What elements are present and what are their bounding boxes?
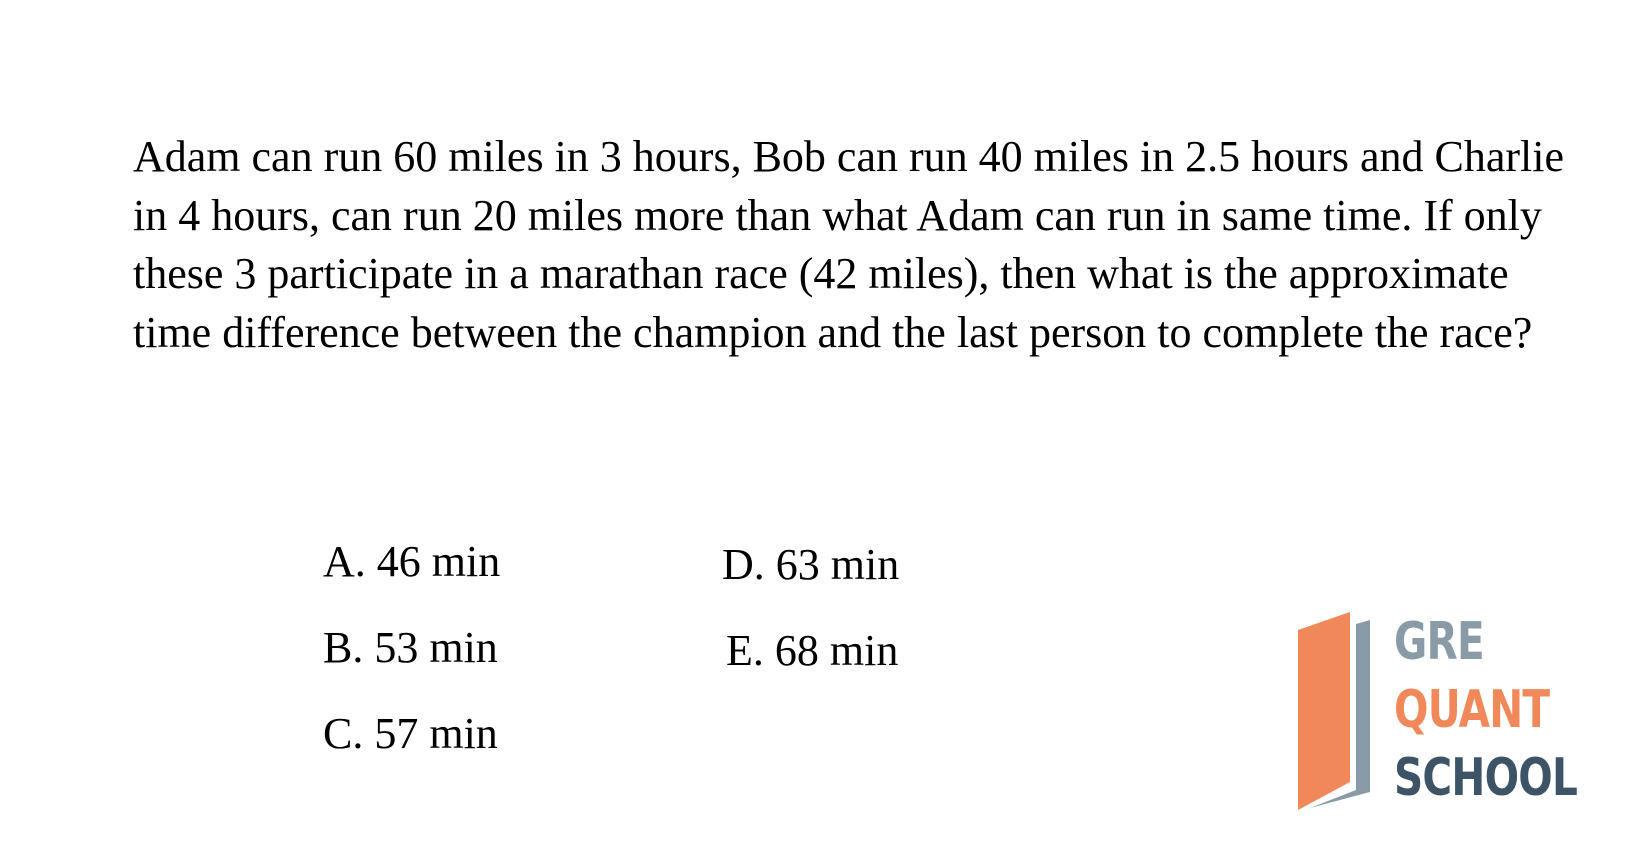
option-a: A. 46 min bbox=[323, 537, 501, 586]
option-c: C. 57 min bbox=[323, 709, 498, 758]
gre-quant-school-logo bbox=[1290, 612, 1590, 817]
logo-quant-text: QUANT bbox=[1394, 680, 1550, 740]
option-e: E. 68 min bbox=[726, 626, 899, 675]
open-book-icon bbox=[1290, 612, 1390, 817]
book-page-orange bbox=[1298, 612, 1350, 810]
option-b: B. 53 min bbox=[323, 623, 498, 672]
logo-school-text: SCHOOL bbox=[1394, 748, 1578, 808]
question-text: Adam can run 60 miles in 3 hours, Bob can run 40 miles in 2.5 hours and Charlie in 4 hours, can run 20 miles more than what Adam can run in same time. If only these 3 participate in a marathan race (42 miles), then what is the approximate time difference between the champion and the last person to complete the race? bbox=[133, 132, 1564, 357]
logo-gre-text: GRE bbox=[1394, 612, 1484, 672]
option-d: D. 63 min bbox=[722, 540, 900, 589]
